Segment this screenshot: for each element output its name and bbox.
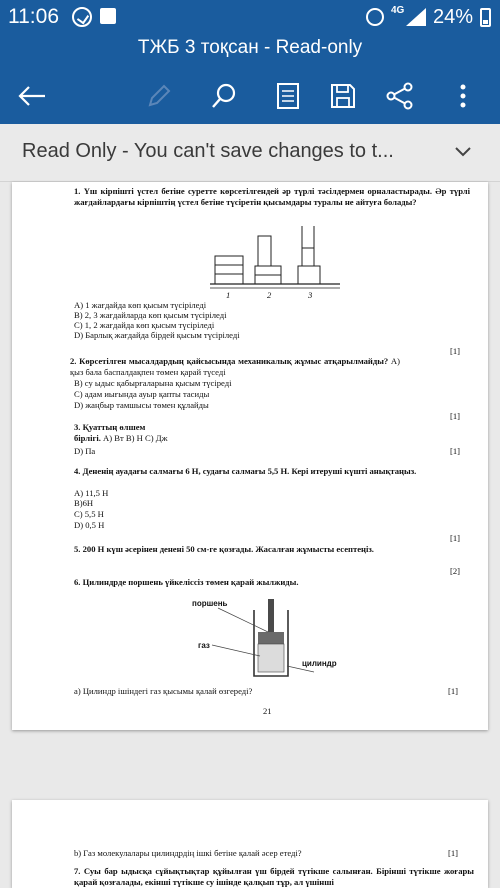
figure-label-1: 1 [226, 290, 231, 300]
q3-unit-bold: бірлігі. [74, 433, 101, 443]
figure-label-2: 2 [267, 290, 272, 300]
share-icon[interactable] [380, 76, 420, 116]
more-vertical-icon[interactable] [443, 76, 483, 116]
q2-bold: 2. Көрсетілген мысалдардың қайсысында механикалық жұмыс атқарылмайды? [70, 356, 389, 366]
question-2-text [70, 356, 400, 378]
q6-mark-b: [1] [448, 848, 459, 858]
q3-line1: 3. Қуаттың өлшем [74, 422, 146, 432]
document-title: ТЖБ 3 тоқсан - Read-only [0, 34, 500, 66]
q2-option-b: B) су ыдыс қабырғаларына қысым түсіреді [74, 378, 232, 388]
page-gap [0, 730, 500, 800]
page-number: 21 [263, 706, 272, 716]
cylinder-label: цилиндр [302, 659, 337, 668]
q6-sub-b: b) Газ молекулалары цилиндрдің ішкі бетіне қалай әсер етеді? [74, 848, 302, 858]
chevron-down-icon[interactable] [452, 140, 474, 162]
document-page[interactable] [12, 182, 488, 730]
signal-icon [406, 8, 426, 26]
q1-option-a: A) 1 жағдайда көп қысым түсіріледі [74, 300, 207, 310]
q1-mark: [1] [450, 346, 461, 356]
notification-icon [100, 8, 116, 24]
reading-view-icon[interactable] [268, 76, 308, 116]
bricks-figure [210, 226, 340, 298]
document-page-2[interactable] [12, 800, 488, 888]
q2-option-c: C) адам иығында ауыр қапты тасиды [74, 389, 210, 399]
pencil-icon[interactable] [139, 76, 179, 116]
toolbar [0, 66, 500, 124]
q2-option-d: D) жаңбыр тамшысы төмен құлайды [74, 400, 209, 410]
status-bar [0, 0, 500, 34]
back-arrow-icon[interactable] [12, 76, 52, 116]
q5-mark: [2] [450, 566, 461, 576]
save-icon[interactable] [323, 76, 363, 116]
figure-label-3: 3 [308, 290, 313, 300]
q4-mark: [1] [450, 533, 461, 543]
q1-option-c: C) 1, 2 жағдайда көп қысым түсіріледі [74, 320, 215, 330]
alarm-icon [366, 8, 384, 26]
battery-icon [480, 8, 491, 27]
q4-option-c: C) 5,5 Н [74, 509, 104, 519]
question-5-text: 5. 200 Н күш әсерінен денені 50 см-ге қозғады. Жасалған жұмысты есептеңіз. [74, 544, 374, 554]
search-icon[interactable] [204, 76, 244, 116]
q1-option-b: B) 2, 3 жағдайларда көп қысым түсіріледі [74, 310, 227, 320]
q3-mark: [1] [450, 446, 461, 456]
q3-line2 [74, 433, 168, 444]
q4-option-b: B)6Н [74, 498, 94, 508]
q2-option-a: A) қыз бала баспалдақпен төмен қарай түседі [70, 356, 401, 377]
battery-percent: 24% [433, 6, 474, 28]
q1-option-d: D) Барлық жағдайда бірдей қысым түсіріледі [74, 330, 240, 340]
question-6-text: 6. Цилиндрде поршень үйкеліссіз төмен қарай жылжиды. [74, 577, 299, 587]
question-4-text: 4. Дененің ауадағы салмағы 6 Н, судағы салмағы 5,5 Н. Кері итеруші күшті анықтаңыз. [74, 466, 417, 476]
clock: 11:06 [8, 5, 59, 28]
question-7-text: 7. Суы бар ыдысқа сұйықтықтар құйылған үш бірдей түтікше салынған. Бірінші түтікше жоғары қарай қозғалады, екінші түтікше су ішінде қалқып тұр, ал үшінші [74, 866, 474, 887]
read-only-banner[interactable] [0, 124, 500, 182]
q2-mark: [1] [450, 411, 461, 421]
q4-option-a: A) 11,5 Н [74, 488, 109, 498]
q6-sub-a: а) Цилиндр ішіндегі газ қысымы қалай өзгереді? [74, 686, 253, 696]
q6-mark-a: [1] [448, 686, 459, 696]
q3-option-d: D) Па [74, 446, 96, 456]
gas-label: газ [198, 641, 210, 650]
piston-label: поршень [192, 599, 228, 608]
q4-option-d: D) 0,5 Н [74, 520, 105, 530]
network-type: 4G [391, 5, 405, 16]
read-only-message: Read Only - You can't save changes to t... [22, 140, 394, 162]
question-1-text: 1. Үш кірпішті үстел бетіне суретте көрсетілгендей әр түрлі тәсілдермен орналастырады. Әр түрлі жағдайлардағы кірпіштің үстел бетіне түсіретін қысымдары туралы не айтуға болады? [74, 186, 470, 207]
q3-options: A) Вт B) Н C) Дж [100, 433, 168, 443]
whatsapp-icon [72, 7, 92, 27]
